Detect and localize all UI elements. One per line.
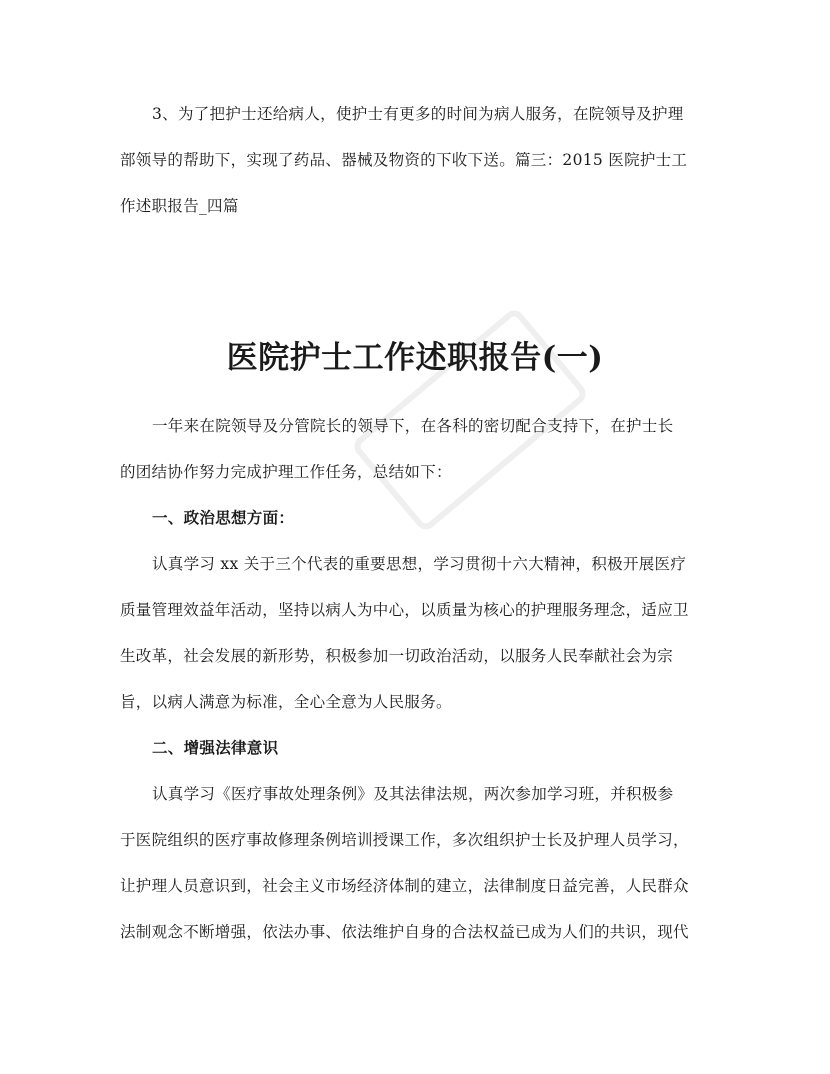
para2-line-1: 认真学习 xx 关于三个代表的重要思想，学习贯彻十六大精神，积极开展医疗: [152, 555, 687, 573]
para3-line-1: 认真学习《医疗事故处理条例》及其法律法规，两次参加学习班，并积极参: [152, 785, 674, 803]
para2-line-2: 质量管理效益年活动，坚持以病人为中心，以质量为核心的护理服务理念，适应卫: [120, 601, 689, 619]
para2-line-4: 旨，以病人满意为标准，全心全意为人民服务。: [120, 693, 452, 711]
para3-line-2: 于医院组织的医疗事故修理条例培训授课工作，多次组织护士长及护理人员学习，: [120, 831, 689, 849]
para3-line-4: 法制观念不断增强，依法办事、依法维护自身的合法权益已成为人们的共识，现代: [120, 923, 689, 941]
report-title: 医院护士工作述职报告(一): [226, 340, 604, 376]
section-heading-politics: 一、政治思想方面：: [152, 508, 295, 527]
intro-line-3: 作述职报告_四篇: [120, 197, 239, 215]
para1-line-1: 一年来在院领导及分管院长的领导下，在各科的密切配合支持下，在护士长: [152, 417, 674, 435]
para2-line-3: 生改革，社会发展的新形势，积极参加一切政治活动，以服务人民奉献社会为宗: [120, 647, 674, 665]
intro-line-1: 3、为了把护士还给病人，使护士有更多的时间为病人服务，在院领导及护理: [152, 105, 684, 123]
section-heading-law: 二、增强法律意识: [152, 738, 279, 757]
para3-line-3: 让护理人员意识到，社会主义市场经济体制的建立，法律制度日益完善，人民群众: [120, 877, 689, 895]
intro-line-2: 部领导的帮助下，实现了药品、器械及物资的下收下送。篇三：2015 医院护士工: [120, 151, 688, 169]
para1-line-2: 的团结协作努力完成护理工作任务，总结如下：: [120, 463, 452, 481]
